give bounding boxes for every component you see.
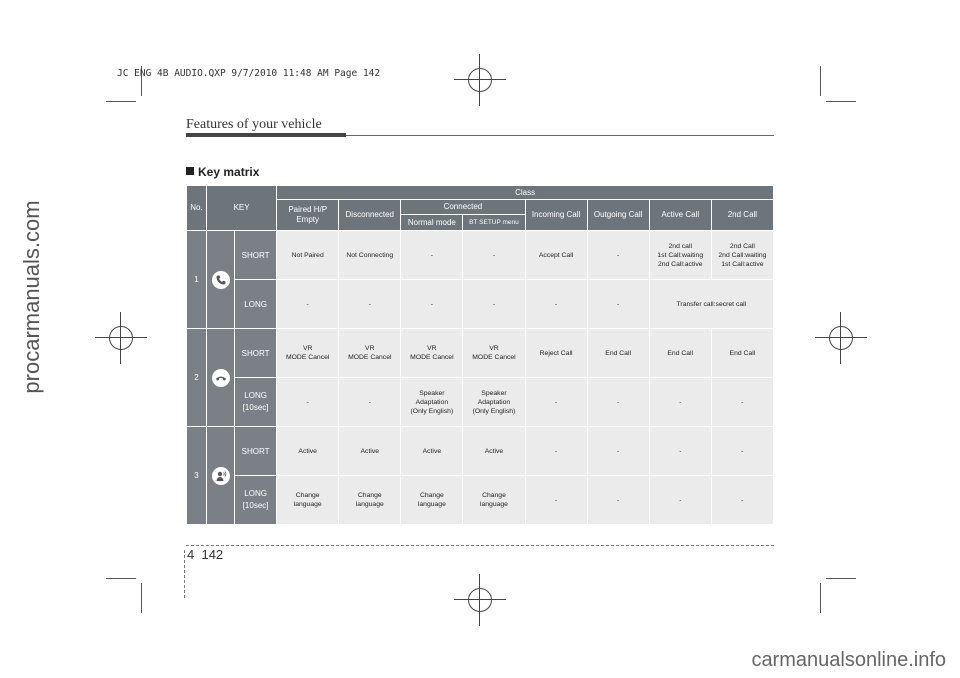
matrix-cell: - [587, 231, 649, 280]
press-type-long: LONG [10sec] [235, 378, 277, 427]
matrix-cell: - [463, 280, 525, 329]
row-number: 2 [187, 329, 207, 427]
header-rule-thin [346, 135, 774, 136]
page-number [187, 547, 223, 562]
matrix-cell: VR MODE Cancel [463, 329, 525, 378]
matrix-cell: Change language [277, 476, 339, 525]
matrix-cell: Change language [401, 476, 463, 525]
matrix-cell: - [525, 476, 587, 525]
matrix-cell: - [587, 476, 649, 525]
watermark-bottom: carmanualsonline.info [751, 649, 946, 671]
matrix-cell: - [525, 427, 587, 476]
matrix-cell: VR MODE Cancel [339, 329, 401, 378]
crop-mark [820, 66, 821, 96]
matrix-cell: - [339, 280, 401, 329]
row-number: 3 [187, 427, 207, 525]
crop-mark [106, 578, 136, 579]
matrix-cell-merged: Transfer call:secret call [649, 280, 773, 329]
key-icon-cell [207, 427, 235, 525]
page-number-value: 142 [201, 547, 224, 562]
section-title-text: Key matrix [198, 165, 260, 179]
header-connected: Connected [401, 200, 525, 215]
press-type-long: LONG [235, 280, 277, 329]
phone-end-icon [212, 369, 230, 387]
matrix-cell: - [401, 280, 463, 329]
matrix-cell: VR MODE Cancel [277, 329, 339, 378]
matrix-cell: End Call [587, 329, 649, 378]
press-type-long: LONG [10sec] [235, 476, 277, 525]
matrix-cell: Reject Call [525, 329, 587, 378]
matrix-cell: - [525, 280, 587, 329]
matrix-cell: - [277, 378, 339, 427]
voice-recognition-icon [212, 467, 230, 485]
matrix-cell: - [587, 427, 649, 476]
matrix-cell: Not Connecting [339, 231, 401, 280]
matrix-cell: Speaker Adaptation (Only English) [401, 378, 463, 427]
footer-separator [184, 550, 185, 598]
matrix-cell: Active [401, 427, 463, 476]
header-disconnected: Disconnected [339, 200, 401, 231]
matrix-cell: - [649, 378, 711, 427]
matrix-cell: - [711, 427, 773, 476]
matrix-cell: - [587, 280, 649, 329]
row-number: 1 [187, 231, 207, 329]
header-normal-mode: Normal mode [401, 215, 463, 231]
footer-rule [186, 545, 774, 546]
matrix-cell: - [649, 476, 711, 525]
matrix-cell: - [339, 378, 401, 427]
matrix-cell: - [525, 378, 587, 427]
watermark-left: procarmanuals.com [19, 200, 44, 394]
press-type-short: SHORT [235, 329, 277, 378]
key-matrix-table [186, 185, 774, 525]
matrix-cell: End Call [711, 329, 773, 378]
matrix-cell: 2nd Call 2nd Call:waiting 1st Call:active [711, 231, 773, 280]
section-title [186, 165, 259, 179]
header-bt-setup: BT SETUP menu [463, 215, 525, 231]
page-header-title: Features of your vehicle [186, 117, 322, 132]
key-icon-cell [207, 329, 235, 427]
header-class: Class [277, 186, 774, 200]
header-active: Active Call [649, 200, 711, 231]
matrix-cell: - [711, 378, 773, 427]
bullet-square-icon [186, 167, 194, 175]
crop-mark [106, 101, 136, 102]
header-key: KEY [207, 186, 277, 231]
header-second: 2nd Call [711, 200, 773, 231]
phone-call-icon [212, 271, 230, 289]
matrix-cell: - [401, 231, 463, 280]
matrix-cell: Active [463, 427, 525, 476]
matrix-cell: Active [339, 427, 401, 476]
header-no: No. [187, 186, 207, 231]
key-icon-cell [207, 231, 235, 329]
matrix-cell: 2nd call 1st Call:waiting 2nd Call:active [649, 231, 711, 280]
crop-mark [820, 583, 821, 613]
header-incoming: Incoming Call [525, 200, 587, 231]
crop-mark [826, 578, 856, 579]
header-outgoing: Outgoing Call [587, 200, 649, 231]
matrix-cell: End Call [649, 329, 711, 378]
matrix-cell: Change language [463, 476, 525, 525]
matrix-cell: - [277, 280, 339, 329]
press-type-short: SHORT [235, 231, 277, 280]
matrix-cell: Accept Call [525, 231, 587, 280]
matrix-cell: Change language [339, 476, 401, 525]
matrix-cell: Active [277, 427, 339, 476]
press-type-short: SHORT [235, 427, 277, 476]
matrix-cell: - [711, 476, 773, 525]
crop-mark [826, 101, 856, 102]
header-paired: Paired H/P Empty [277, 200, 339, 231]
matrix-cell: - [587, 378, 649, 427]
matrix-cell: - [649, 427, 711, 476]
matrix-cell: Speaker Adaptation (Only English) [463, 378, 525, 427]
matrix-cell: VR MODE Cancel [401, 329, 463, 378]
header-rule-thick [186, 133, 346, 137]
crop-mark [141, 583, 142, 613]
matrix-cell: - [463, 231, 525, 280]
print-slug: JC ENG 4B AUDIO.QXP 9/7/2010 11:48 AM Page 142 [117, 68, 381, 79]
matrix-cell: Not Paired [277, 231, 339, 280]
chapter-number: 4 [187, 547, 195, 562]
